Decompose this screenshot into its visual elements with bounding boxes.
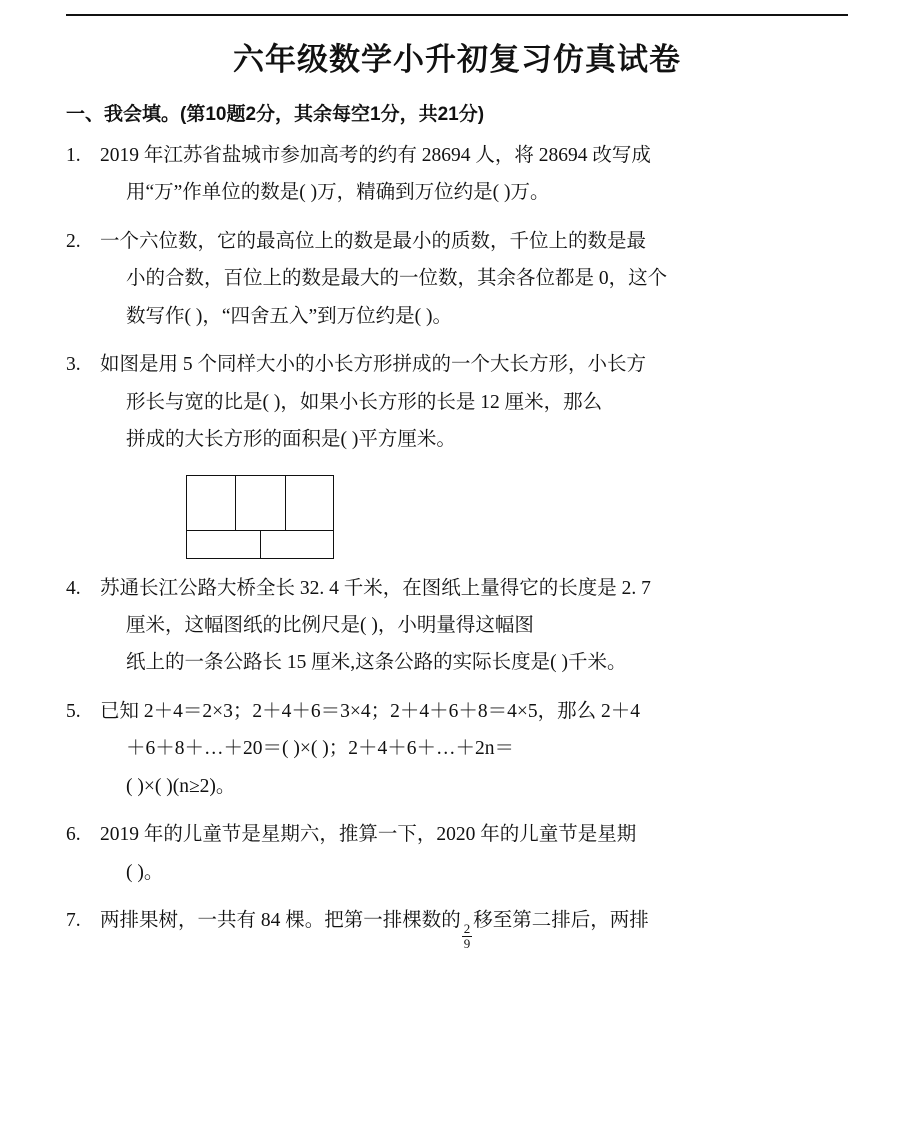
question-number: 6.: [66, 824, 81, 846]
question-body: [100, 346, 848, 458]
fraction-denominator: 9: [463, 935, 471, 951]
question-line: 拼成的大长方形的面积是( )平方厘米。: [126, 429, 456, 451]
question-item: [66, 902, 848, 950]
question-body: [100, 902, 848, 950]
question-line: ＋6＋8＋…＋20＝( )×( )；2＋4＋6＋…＋2n＝: [126, 738, 514, 760]
question-body: [100, 137, 848, 212]
question-number: 3.: [66, 354, 81, 376]
question-line: 苏通长江公路大桥全长 32. 4 千米，在图纸上量得它的长度是 2. 7: [100, 577, 651, 599]
question-line: 如图是用 5 个同样大小的小长方形拼成的一个大长方形，小长方: [100, 354, 647, 376]
question-line: ( )×( )(n≥2)。: [126, 775, 236, 797]
question-line: 2019 年的儿童节是星期六，推算一下，2020 年的儿童节是星期: [100, 824, 637, 846]
question-number: 1.: [66, 145, 81, 166]
question-text-part-1: 两排果树，一共有 84 棵。把第一排棵数的: [100, 910, 461, 931]
question-text-part-2: 移至第二排后，两排: [473, 910, 649, 931]
question-number: 2.: [66, 230, 81, 252]
diagram-vertical-line-1: [235, 475, 236, 530]
question-line: 已知 2＋4＝2×3；2＋4＋6＝3×4；2＋4＋6＋8＝4×5，那么 2＋4: [100, 700, 640, 722]
page-title: 六年级数学小升初复习仿真试卷: [233, 42, 681, 77]
question-line: 厘米，这幅图纸的比例尺是( )，小明量得这幅图: [126, 614, 534, 636]
diagram-vertical-line-3: [260, 530, 261, 559]
question-item: [66, 693, 848, 805]
question-item: [66, 570, 848, 682]
question-number: 4.: [66, 577, 81, 599]
question-item: [66, 137, 848, 212]
question-line: 一个六位数，它的最高位上的数是最小的质数，千位上的数是最: [100, 230, 647, 252]
question-line: 用“万”作单位的数是( )万，精确到万位约是( )万。: [126, 182, 550, 204]
question-body: [100, 693, 848, 805]
question-line: 形长与宽的比是( )，如果小长方形的长是 12 厘米，那么: [126, 391, 603, 413]
question-item: [66, 223, 848, 335]
fraction-numerator: 2: [463, 921, 471, 937]
question-number: 5.: [66, 700, 81, 722]
question-item: [66, 346, 848, 458]
question-line: [100, 902, 848, 950]
question-number: 7.: [66, 910, 81, 931]
section-heading: 一、我会填。(第10题2分，其余每空1分，共21分): [66, 104, 485, 125]
header-divider: [66, 14, 848, 16]
question-body: [100, 570, 848, 682]
question-line: 2019 年江苏省盐城市参加高考的约有 28694 人，将 28694 改写成: [100, 145, 651, 166]
five-rectangles-diagram: [186, 475, 334, 559]
fraction: [462, 922, 473, 950]
question-line: 纸上的一条公路长 15 厘米,这条公路的实际长度是( )千米。: [126, 652, 627, 674]
diagram-vertical-line-2: [285, 475, 286, 530]
question-line: ( )。: [126, 861, 164, 883]
question-line: 小的合数，百位上的数是最大的一位数，其余各位都是 0，这个: [126, 268, 668, 290]
question-body: [100, 816, 848, 891]
question-item: [66, 816, 848, 891]
question-line: 数写作( )，“四舍五入”到万位约是( )。: [126, 305, 453, 327]
question-body: [100, 223, 848, 335]
